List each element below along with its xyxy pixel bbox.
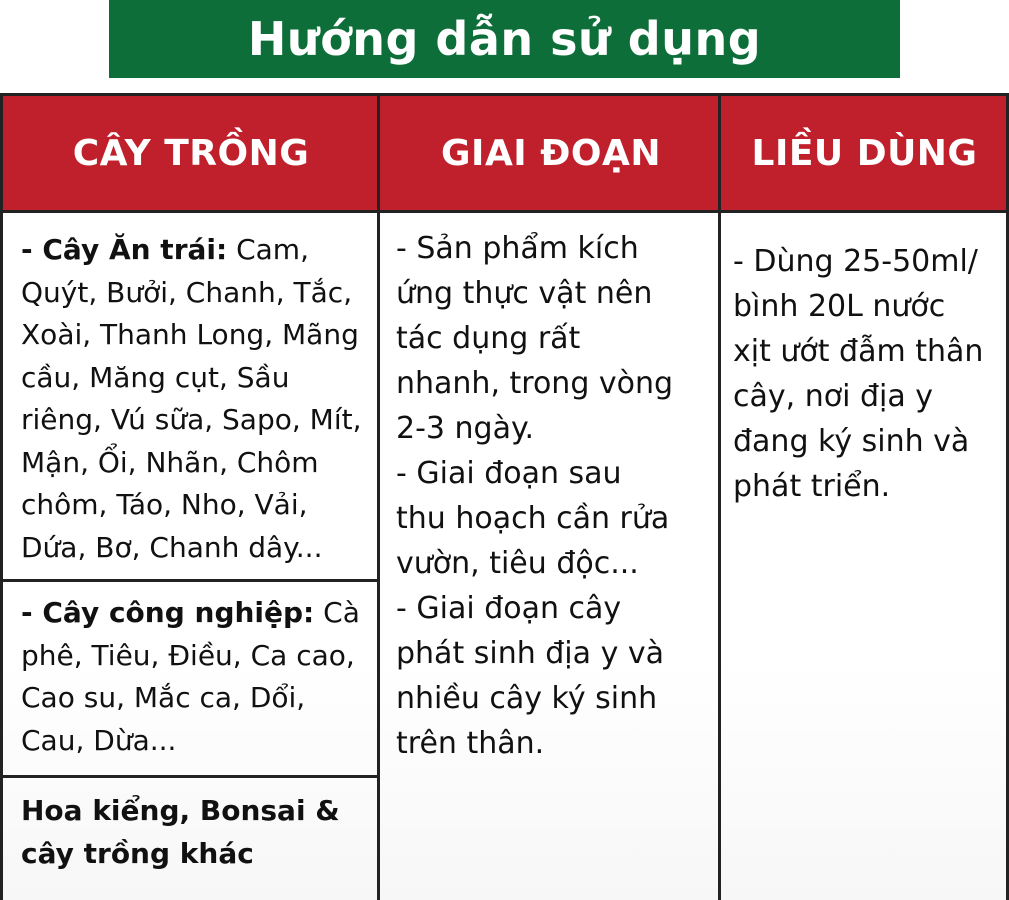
dosage-line: xịt ướt đẫm thân xyxy=(733,334,984,369)
header-dosage: LIỀU DÙNG xyxy=(751,132,978,174)
crop-fruit-trees xyxy=(21,229,373,569)
crop-fruit-text: Xoài, Thanh Long, Mãng xyxy=(21,318,359,351)
crop-ornamental-text: cây trồng khác xyxy=(21,836,254,870)
crop-ornamental xyxy=(21,790,373,875)
crop-fruit-text: Quýt, Bưởi, Chanh, Tắc, xyxy=(21,275,353,309)
crop-industrial-text: Cau, Dừa... xyxy=(21,723,177,757)
crop-fruit-text: Dứa, Bơ, Chanh dây... xyxy=(21,530,323,564)
crop-fruit-text: cầu, Măng cụt, Sầu xyxy=(21,360,290,394)
row-divider xyxy=(3,579,379,582)
crop-ornamental-label: Hoa kiểng, Bonsai & xyxy=(21,794,340,827)
header-stage: GIAI ĐOẠN xyxy=(441,132,661,174)
crop-industrial-text: Cao su, Mắc ca, Dổi, xyxy=(21,681,306,714)
dosage-line: bình 20L nước xyxy=(733,289,946,324)
stage-line: ứng thực vật nên xyxy=(396,276,653,311)
crop-fruit-text: riêng, Vú sữa, Sapo, Mít, xyxy=(21,403,362,436)
usage-table xyxy=(0,93,1009,900)
dosage-line: phát triển. xyxy=(733,469,891,504)
stage-line: 2-3 ngày. xyxy=(396,411,534,446)
stage-line: vườn, tiêu độc... xyxy=(396,546,639,581)
crop-industrial-line xyxy=(21,592,373,635)
stage-description xyxy=(396,226,712,766)
crop-industrial-text: phê, Tiêu, Điều, Ca cao, xyxy=(21,638,355,672)
table-header-row xyxy=(3,96,1006,213)
stage-line: nhanh, trong vòng xyxy=(396,366,674,401)
stage-line: - Giai đoạn cây xyxy=(396,591,622,626)
stage-line: phát sinh địa y và xyxy=(396,636,664,671)
crop-industrial-label: - Cây công nghiệp: xyxy=(21,596,315,629)
dosage-description xyxy=(733,239,1009,509)
dosage-line: đang ký sinh và xyxy=(733,424,970,459)
stage-line: - Giai đoạn sau xyxy=(396,456,622,491)
row-divider xyxy=(3,775,379,778)
crop-fruit-text: Mận, Ổi, Nhãn, Chôm xyxy=(21,445,319,479)
crop-industrial-text: Cà xyxy=(323,596,360,629)
stage-line: - Sản phẩm kích xyxy=(396,231,639,266)
crop-industrial xyxy=(21,592,373,762)
crop-fruit-label: - Cây Ăn trái: xyxy=(21,233,228,266)
crop-fruit-text: Cam, xyxy=(236,233,309,266)
dosage-line: - Dùng 25-50ml/ xyxy=(733,244,978,279)
stage-line: tác dụng rất xyxy=(396,321,581,356)
page-title: Hướng dẫn sử dụng xyxy=(109,0,900,78)
header-crop: CÂY TRỒNG xyxy=(72,132,310,174)
column-divider xyxy=(718,96,721,900)
crop-fruit-text: chôm, Táo, Nho, Vải, xyxy=(21,488,308,521)
column-divider xyxy=(377,96,380,900)
stage-line: nhiều cây ký sinh xyxy=(396,681,658,716)
stage-line: thu hoạch cần rửa xyxy=(396,501,670,536)
crop-fruit-line xyxy=(21,229,373,272)
stage-line: trên thân. xyxy=(396,726,545,761)
dosage-line: cây, nơi địa y xyxy=(733,379,933,414)
